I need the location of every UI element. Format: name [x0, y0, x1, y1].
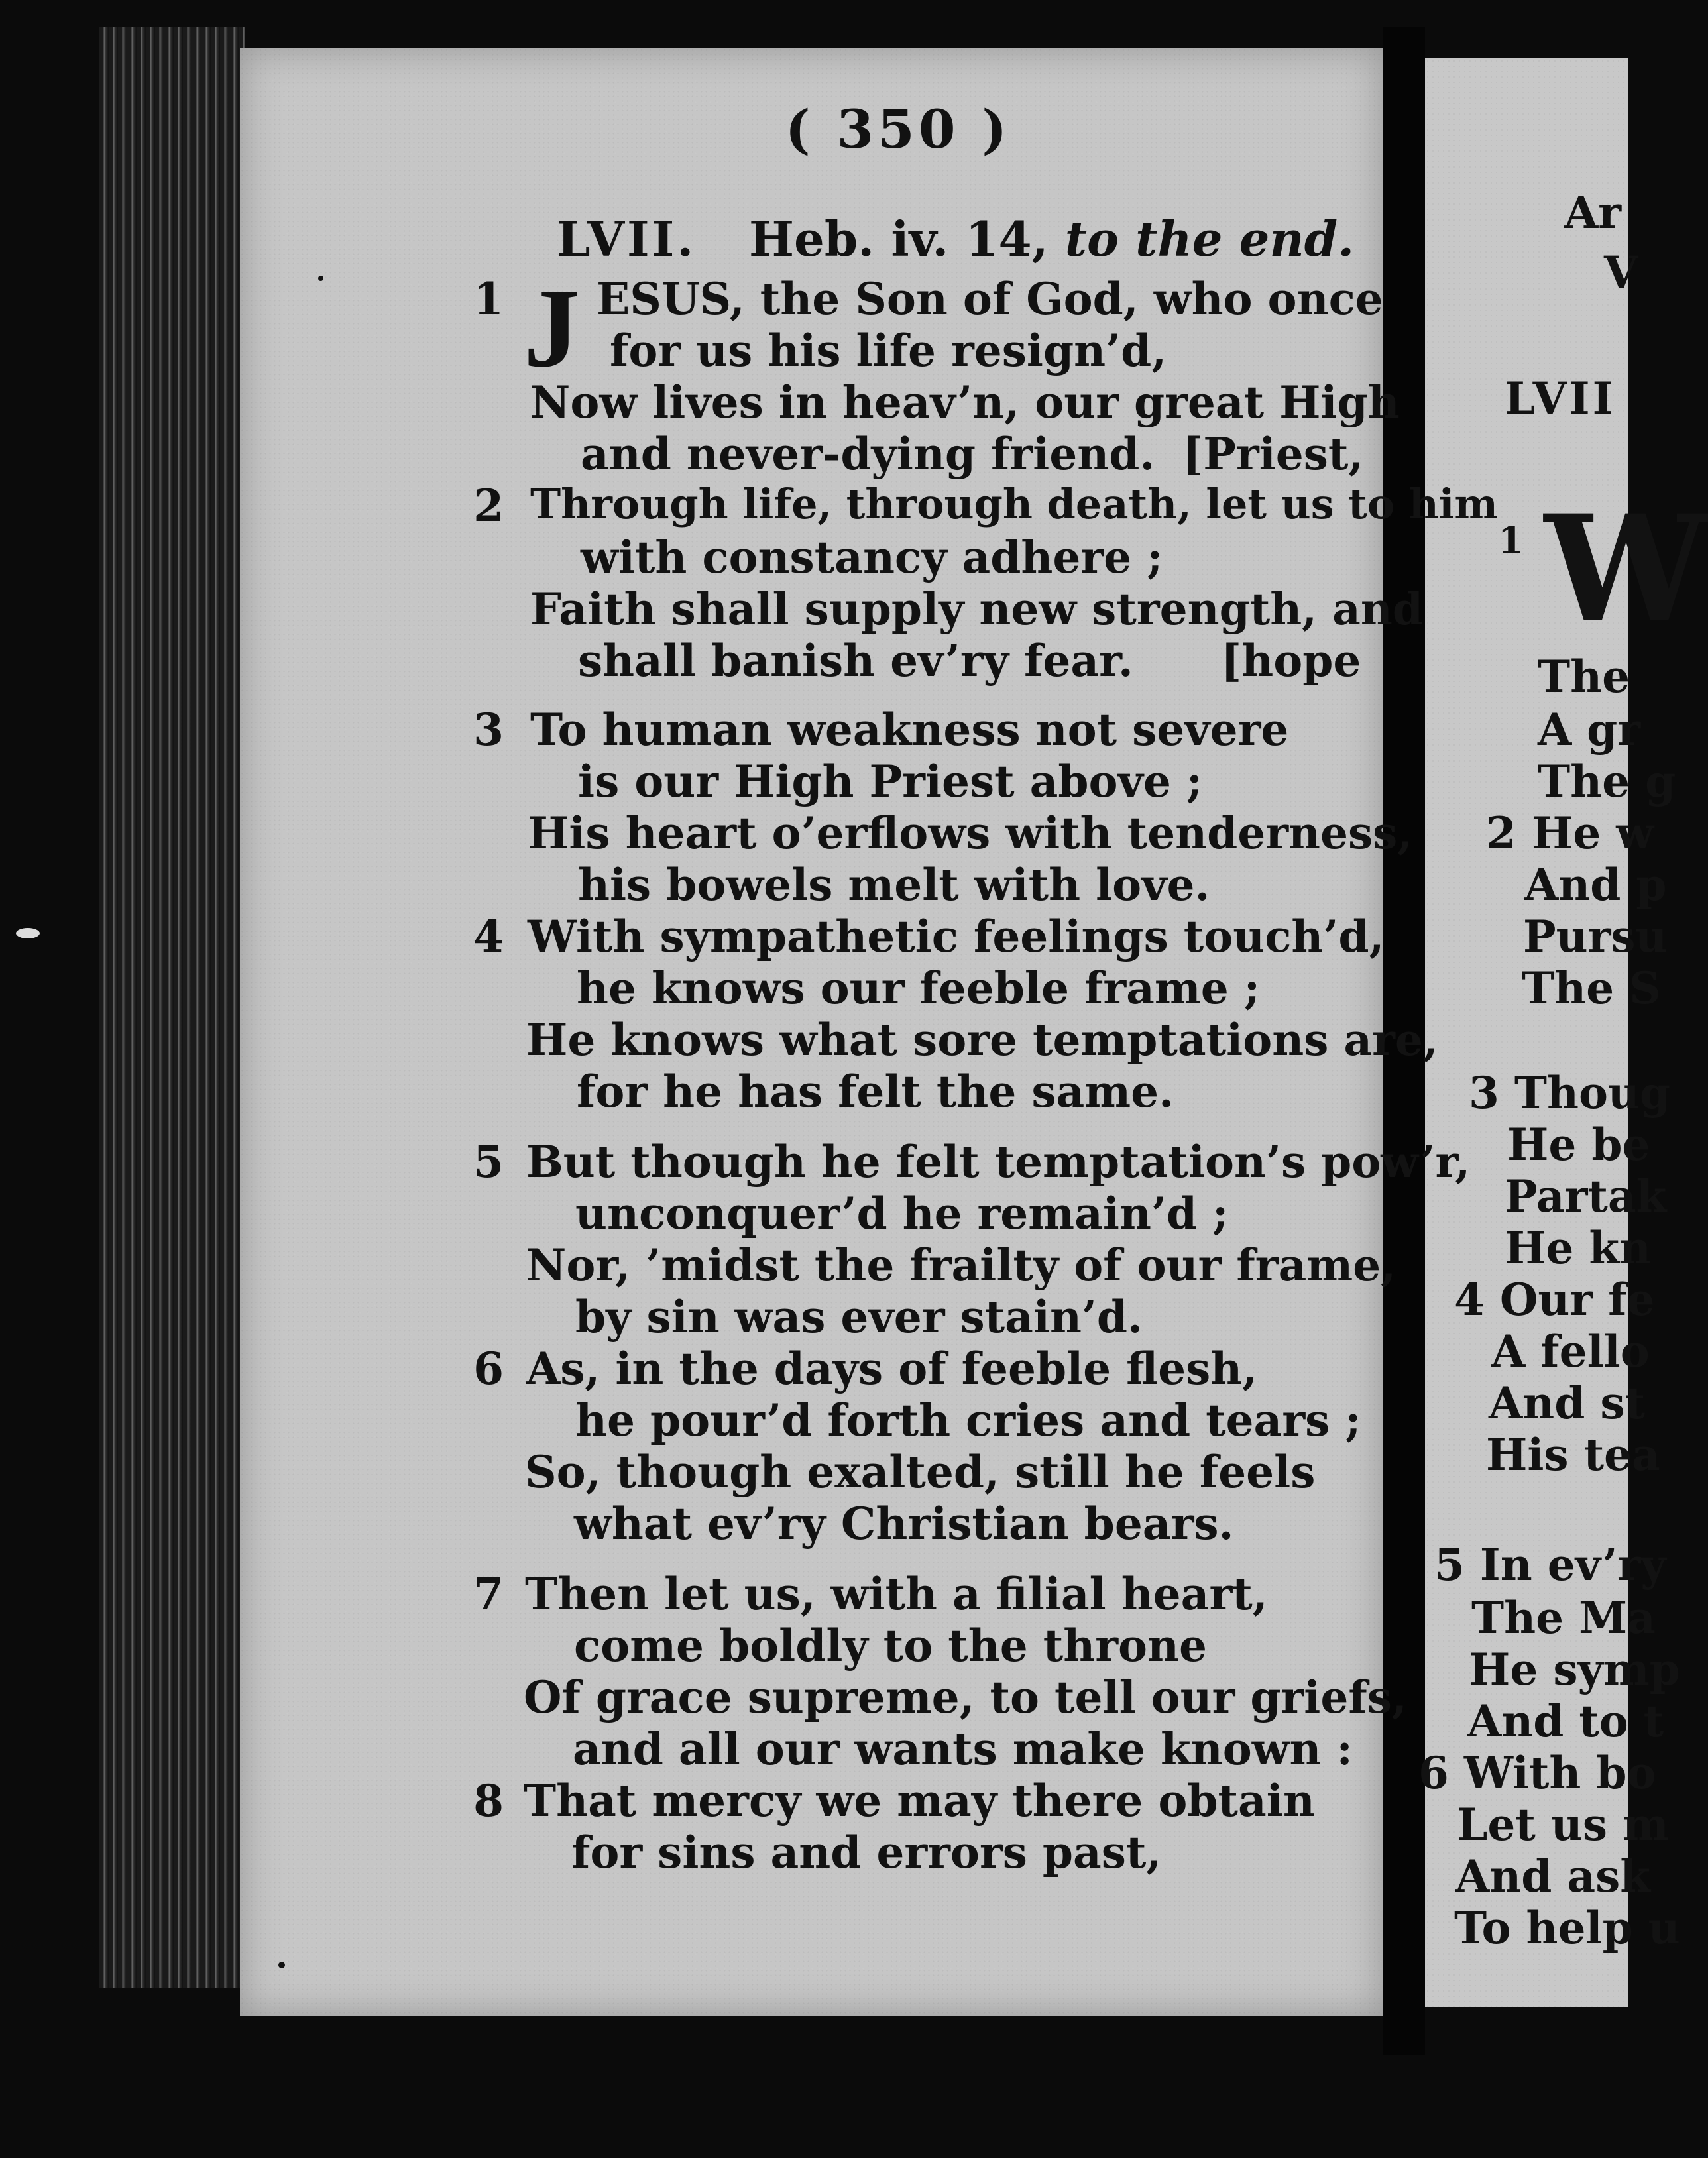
right-verse-num: 1	[1498, 519, 1524, 563]
verse-line: he knows our feeble frame ;	[577, 962, 1261, 1014]
right-line: 2 He w	[1486, 807, 1654, 859]
verse-line: by sin was ever stain’d.	[575, 1291, 1143, 1343]
verse-line: He knows what sore temptations are,	[526, 1014, 1438, 1066]
right-line: 4 Our fe	[1454, 1274, 1655, 1326]
verse-line: for he has felt the same.	[577, 1066, 1174, 1117]
verse-line: for us his life resign’d,	[610, 325, 1167, 376]
verse-line: what ev’ry Christian bears.	[574, 1498, 1234, 1550]
right-drop-cap: W	[1544, 483, 1708, 654]
verse-line: Then let us, with a filial heart,	[525, 1568, 1268, 1620]
hymn-number: LVII.	[557, 211, 697, 267]
right-line: And p	[1524, 859, 1667, 911]
right-line: And ask	[1455, 1850, 1650, 1902]
right-line: To help u	[1454, 1902, 1680, 1954]
verse-line: his bowels melt with love.	[578, 859, 1210, 911]
right-line: The S	[1522, 962, 1661, 1014]
page-number: ( 350 )	[785, 98, 1011, 160]
right-line: The g	[1538, 756, 1676, 807]
verse-number: 7	[473, 1568, 504, 1620]
right-line: The	[1538, 651, 1630, 703]
right-line: 5 In ev’ry	[1434, 1539, 1666, 1591]
right-line: Let us m	[1457, 1799, 1669, 1850]
verse-line: Faith shall supply new strength, and	[530, 583, 1424, 635]
scripture-reference-italic: to the end.	[1064, 211, 1355, 267]
verse-line: he pour’d forth cries and tears ;	[575, 1394, 1361, 1446]
book-page-stack	[99, 27, 245, 1988]
right-heading-fragment-2: V	[1604, 247, 1638, 298]
right-line: 6 With bo	[1418, 1747, 1656, 1799]
verse-number: 6	[473, 1343, 504, 1394]
verse-line: for sins and errors past,	[571, 1827, 1162, 1878]
verse-line: With sympathetic feelings touch’d,	[528, 911, 1385, 962]
verse-line: To human weakness not severe	[530, 704, 1289, 756]
scan-speck	[16, 928, 40, 938]
verse-line: Now lives in heav’n, our great High	[530, 376, 1400, 428]
verse-line: is our High Priest above ;	[578, 756, 1203, 807]
verse-number: 5	[473, 1136, 504, 1188]
verse-line: That mercy we may there obtain	[524, 1775, 1315, 1827]
verse-line: But though he felt temptation’s pow’r,	[526, 1136, 1471, 1188]
runover-word: [hope	[1221, 635, 1361, 687]
hymn-header	[557, 211, 1355, 277]
verse-number: 3	[473, 704, 504, 756]
verse-number: 2	[473, 480, 504, 532]
right-line: He symp	[1469, 1644, 1680, 1695]
verse-number: 1	[473, 273, 504, 325]
right-line: And st	[1489, 1377, 1645, 1429]
right-line: His tea	[1486, 1429, 1660, 1481]
verse-line: His heart o’erflows with tenderness,	[528, 807, 1413, 859]
verse-line: and never-dying friend.	[581, 428, 1155, 480]
right-page	[1418, 58, 1708, 2007]
right-line: And to t	[1467, 1695, 1664, 1747]
verse-line: ESUS, the Son of God, who once	[597, 273, 1383, 325]
verse-line: As, in the days of feeble flesh,	[526, 1343, 1258, 1394]
right-line: He be	[1507, 1119, 1650, 1170]
right-line: Partak	[1505, 1170, 1667, 1222]
scripture-reference-text: Heb. iv. 14,	[749, 211, 1049, 267]
scan-speck	[278, 1962, 285, 1968]
verse-line: and all our wants make known :	[573, 1723, 1353, 1775]
verse-line: come boldly to the throne	[574, 1620, 1207, 1672]
right-line: 3 Thoug	[1469, 1067, 1671, 1119]
right-heading-fragment-1: Ar	[1564, 187, 1621, 239]
right-hymn-number-fragment: LVII	[1505, 372, 1616, 424]
verse-number: 4	[473, 911, 504, 962]
right-line: A gr	[1538, 704, 1641, 756]
right-line: A fello	[1491, 1326, 1650, 1377]
right-line: Pursu	[1523, 911, 1668, 962]
verse-line: Of grace supreme, to tell our griefs,	[524, 1672, 1407, 1723]
verse-line: Nor, ’midst the frailty of our frame,	[526, 1239, 1396, 1291]
runover-word: [Priest,	[1182, 428, 1364, 480]
verse-line: Through life, through death, let us to him	[530, 480, 1498, 528]
right-line: The Ma	[1471, 1592, 1656, 1644]
verse-line: shall banish ev’ry fear.	[578, 635, 1133, 687]
drop-cap: J	[524, 266, 580, 390]
verse-number: 8	[473, 1775, 504, 1827]
scan-speck	[318, 276, 323, 281]
verse-line: unconquer’d he remain’d ;	[575, 1188, 1229, 1239]
verse-line: with constancy adhere ;	[581, 532, 1163, 583]
right-line: He kn	[1505, 1222, 1652, 1274]
scripture-reference	[749, 211, 1354, 267]
verse-line: So, though exalted, still he feels	[525, 1446, 1316, 1498]
